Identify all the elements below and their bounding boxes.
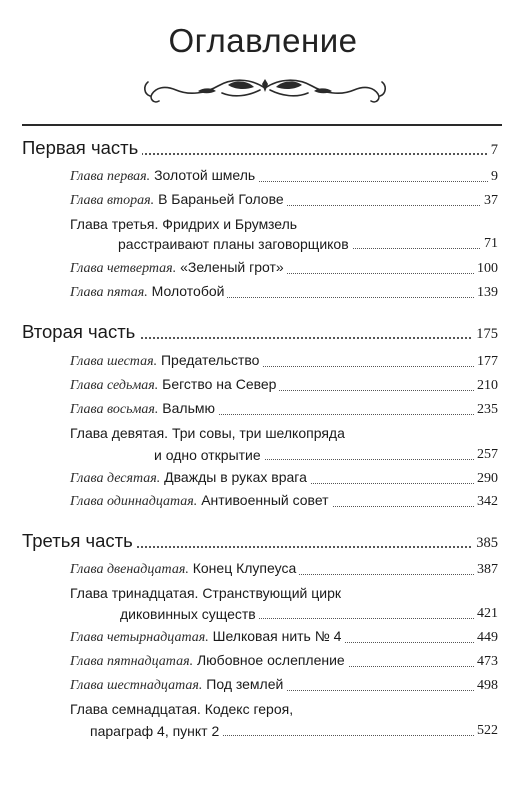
chapter-entry-first-line[interactable] — [70, 581, 498, 601]
chapter-entry-first-line[interactable] — [70, 421, 498, 441]
page-number: 290 — [474, 471, 498, 487]
chapter-prefix: Глава четырнадцатая. — [70, 630, 209, 645]
chapter-prefix: Глава шестая. — [70, 354, 158, 369]
page-number: 37 — [481, 193, 498, 209]
chapter-title: Фридрих и Брумзель — [162, 216, 298, 232]
chapter-entry[interactable] — [70, 350, 498, 370]
chapter-title: Шелковая нить № 4 — [212, 628, 342, 644]
chapter-entry[interactable] — [70, 281, 498, 301]
chapter-title: В Бараньей Голове — [158, 191, 284, 207]
page-number: 100 — [474, 261, 498, 277]
chapter-entry[interactable] — [70, 374, 498, 394]
chapter-prefix: Глава одиннадцатая. — [70, 494, 198, 509]
page-number: 385 — [472, 535, 498, 552]
chapter-title-continuation: параграф 4, пункт 2 — [90, 723, 222, 739]
chapter-entry[interactable] — [70, 467, 498, 487]
chapter-title: Любовное ослепление — [196, 652, 345, 668]
chapter-prefix: Глава семнадцатая. — [70, 701, 201, 717]
chapter-prefix: Глава пятая. — [70, 285, 148, 300]
chapter-prefix: Глава вторая. — [70, 193, 155, 208]
chapter-entry-continuation[interactable] — [118, 232, 498, 252]
chapter-prefix: Глава двенадцатая. — [70, 562, 189, 577]
page-number: 177 — [474, 354, 498, 370]
chapter-title: Молотобой — [151, 283, 225, 299]
chapter-title: Три совы, три шелкопряда — [171, 425, 345, 441]
page-number: 175 — [472, 326, 498, 343]
chapter-title: Под землей — [206, 676, 284, 692]
chapter-entry-first-line[interactable] — [70, 697, 498, 717]
page-number: 498 — [474, 678, 498, 694]
chapter-title: Антивоенный совет — [201, 492, 329, 508]
page-title: Оглавление — [168, 22, 358, 59]
chapter-entry[interactable] — [70, 257, 498, 277]
chapter-prefix: Глава девятая. — [70, 425, 169, 441]
page-number: 210 — [474, 378, 498, 394]
chapter-entry-continuation[interactable] — [154, 443, 498, 463]
chapter-prefix: Глава пятнадцатая. — [70, 654, 194, 669]
chapter-title: Вальмю — [162, 400, 216, 416]
part-label: Первая часть — [22, 137, 142, 159]
chapter-title: Кодекс героя, — [204, 701, 294, 717]
part-label: Вторая часть — [22, 321, 139, 343]
part-heading[interactable] — [22, 528, 498, 552]
chapter-title: Золотой шмель — [154, 167, 256, 183]
chapter-title-continuation: диковинных существ — [120, 606, 259, 622]
chapter-title: «Зеленый грот» — [180, 259, 284, 275]
page-number: 387 — [474, 562, 498, 578]
chapter-prefix: Глава третья. — [70, 216, 159, 232]
page-number: 522 — [474, 723, 498, 739]
chapter-entry[interactable] — [70, 558, 498, 578]
chapter-prefix: Глава шестнадцатая. — [70, 678, 203, 693]
page-number: 235 — [474, 402, 498, 418]
chapter-entry-first-line[interactable] — [70, 212, 498, 232]
chapter-entry[interactable] — [70, 650, 498, 670]
chapter-entry[interactable] — [70, 674, 498, 694]
title-rule — [22, 124, 502, 126]
page-number: 421 — [474, 606, 498, 622]
chapter-prefix: Глава первая. — [70, 169, 151, 184]
chapter-entry[interactable] — [70, 398, 498, 418]
part-label: Третья часть — [22, 530, 137, 552]
chapter-title: Бегство на Север — [162, 376, 277, 392]
chapter-prefix: Глава десятая. — [70, 471, 161, 486]
chapter-title: Предательство — [160, 352, 260, 368]
ornament-flourish — [140, 68, 390, 110]
chapter-title-continuation: и одно открытие — [154, 447, 264, 463]
part-heading[interactable] — [22, 319, 498, 343]
page-number: 257 — [474, 447, 498, 463]
chapter-entry[interactable] — [70, 626, 498, 646]
part-heading[interactable] — [22, 135, 498, 159]
chapter-title: Дважды в руках врага — [164, 469, 307, 485]
chapter-entry[interactable] — [70, 165, 498, 185]
page-number: 139 — [474, 285, 498, 301]
chapter-title: Странствующий цирк — [202, 585, 341, 601]
chapter-entry[interactable] — [70, 490, 498, 510]
chapter-entry[interactable] — [70, 189, 498, 209]
chapter-title-continuation: расстраивают планы заговорщиков — [118, 236, 352, 252]
page-number: 342 — [474, 494, 498, 510]
chapter-prefix: Глава седьмая. — [70, 378, 159, 393]
chapter-prefix: Глава четвертая. — [70, 261, 177, 276]
chapter-prefix: Глава восьмая. — [70, 402, 159, 417]
page-number: 71 — [481, 236, 498, 252]
page-number: 9 — [488, 169, 498, 185]
page-number: 7 — [487, 142, 498, 159]
chapter-title: Конец Клупеуса — [192, 560, 297, 576]
page-number: 449 — [474, 630, 498, 646]
page-number: 473 — [474, 654, 498, 670]
chapter-prefix: Глава тринадцатая. — [70, 585, 199, 601]
chapter-entry-continuation[interactable] — [120, 602, 498, 622]
chapter-entry-continuation[interactable] — [90, 719, 498, 739]
